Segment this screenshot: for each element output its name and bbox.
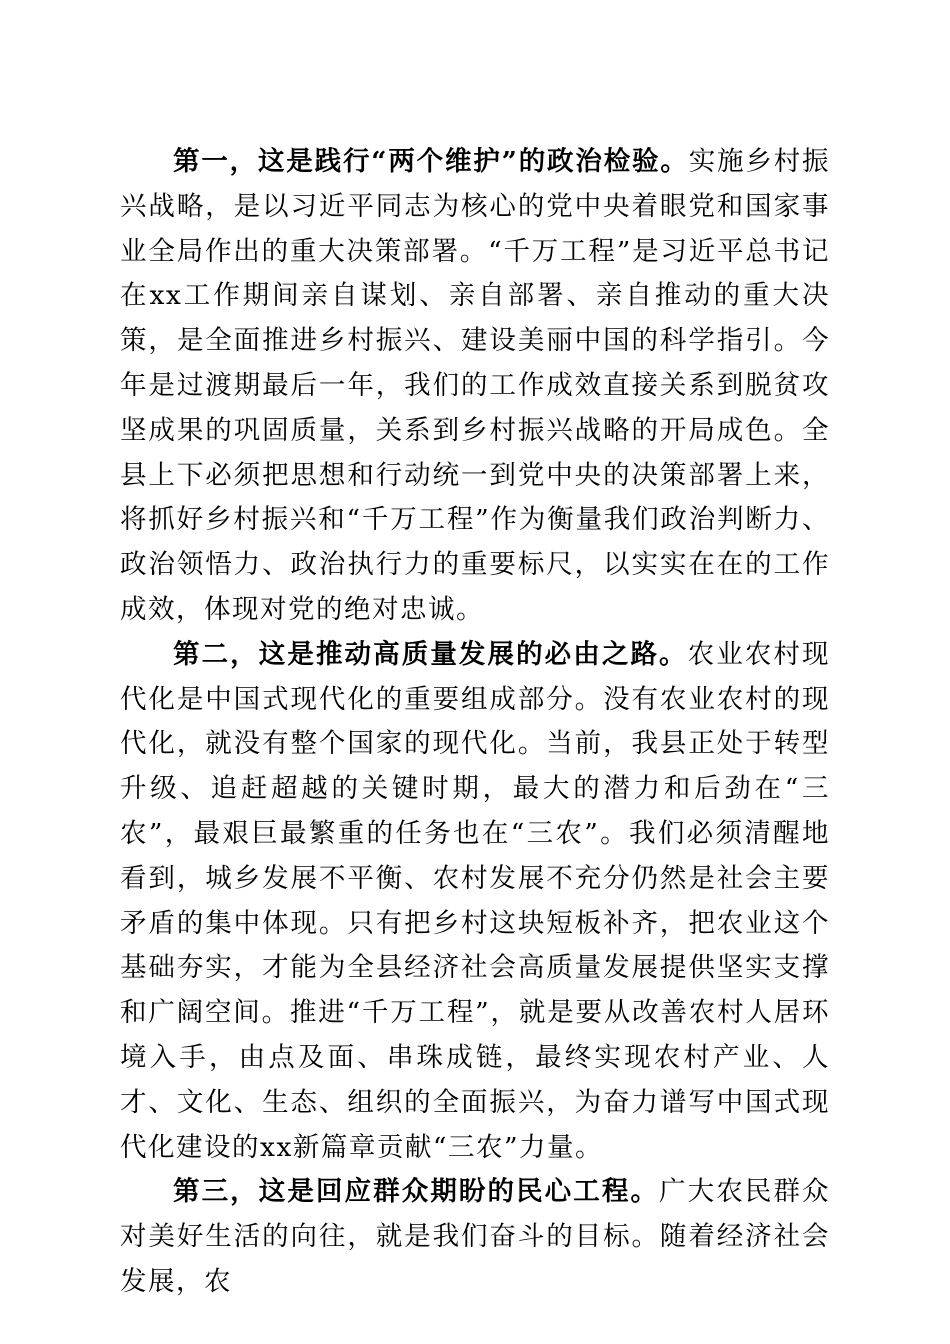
paragraph-first-text: 实施乡村振兴战略，是以习近平同志为核心的党中央着眼党和国家事业全局作出的重大决策部署。“千万工程”是习近平总书记在xx工作期间亲自谋划、亲自部署、亲自推动的重大决策，是全面推进乡村振兴、建设美丽中国的科学指引。今年是过渡期最后一年，我们的工作成效直接关系到脱贫攻坚成果的巩固质量，关系到乡村振兴战略的开局成色。全县上下必须把思想和行动统一到党中央的决策部署上来，将抓好乡村振兴和“千万工程”作为衡量我们政治判断力、政治领悟力、政治执行力的重要标尺，以实实在在的工作成效，体现对党的绝对忠诚。: [120, 146, 830, 625]
paragraph-first: [120, 140, 830, 633]
paragraph-second-text: 农业农村现代化是中国式现代化的重要组成部分。没有农业农村的现代化，就没有整个国家的现代化。当前，我县正处于转型升级、追赶超越的关键时期，最大的潜力和后劲在“三农”，最艰巨最繁重的任务也在“三农”。我们必须清醒地看到，城乡发展不平衡、农村发展不充分仍然是社会主要矛盾的集中体现。只有把乡村这块短板补齐，把农业这个基础夯实，才能为全县经济社会高质量发展提供坚实支撑和广阔空间。推进“千万工程”，就是要从改善农村人居环境入手，由点及面、串珠成链，最终实现农村产业、人才、文化、生态、组织的全面振兴，为奋力谱写中国式现代化建设的xx新篇章贡献“三农”力量。: [120, 638, 831, 1163]
paragraph-third-text: 广大农民群众对美好生活的向往，就是我们奋斗的目标。随着经济社会发展，农: [120, 1176, 831, 1297]
paragraph-second-lead: 第二，这是推动高质量发展的必由之路。: [173, 638, 688, 670]
paragraph-second: [120, 633, 830, 1171]
paragraph-first-lead: 第一，这是践行“两个维护”的政治检验。: [173, 146, 689, 177]
paragraph-third-lead: 第三，这是回应群众期盼的民心工程。: [173, 1176, 660, 1208]
paragraph-third: [120, 1170, 830, 1304]
document-body: [120, 140, 830, 1305]
